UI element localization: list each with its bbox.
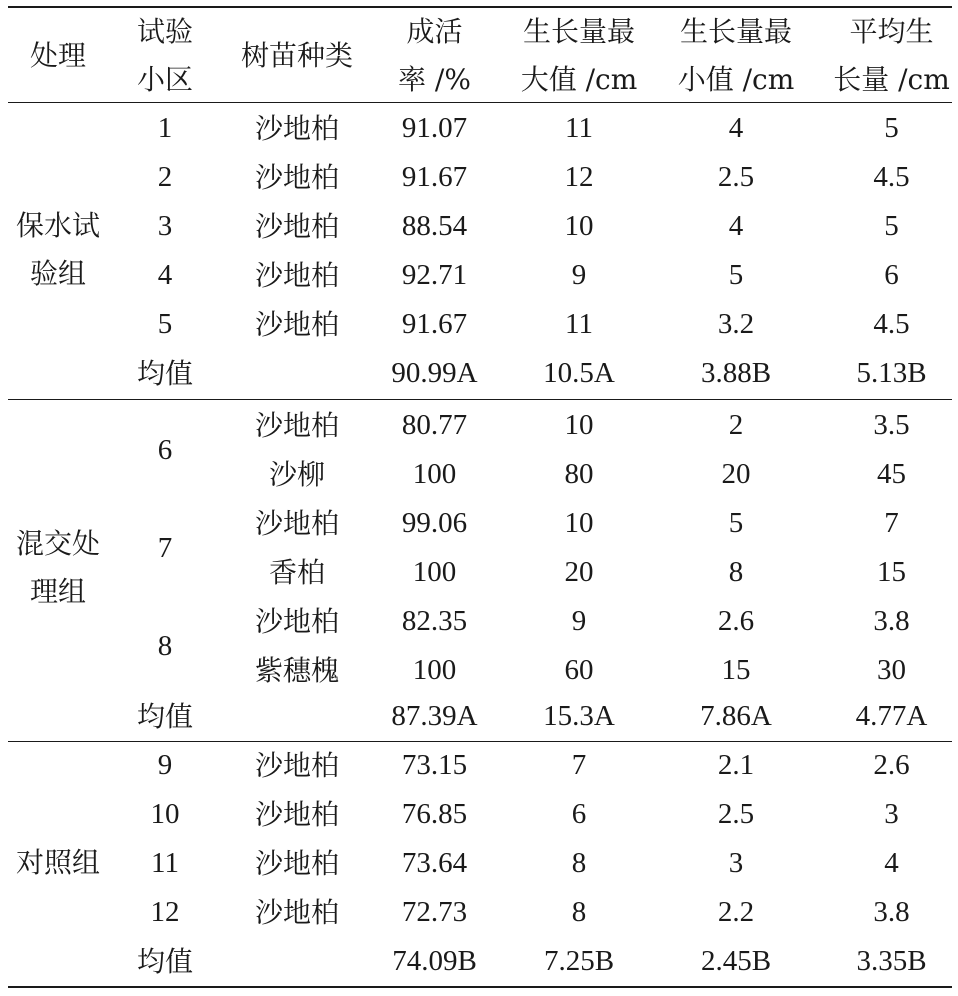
cell-species: 沙地柏: [254, 604, 339, 638]
cell-min: 2.45B: [700, 945, 772, 977]
cell-survival: 92.71: [401, 259, 468, 291]
cell-min: 15: [721, 654, 751, 686]
group-label-control: [8, 838, 108, 888]
cell-min: 3: [728, 847, 744, 879]
cell-avg: 4: [884, 847, 899, 879]
cell-min: 2: [728, 409, 744, 441]
cell-avg: 3: [884, 798, 899, 830]
cell-survival: 87.39A: [391, 700, 478, 732]
cell-species: 沙地柏: [254, 111, 339, 145]
cell-plot: 10: [150, 798, 180, 830]
cell-avg: 5: [884, 210, 899, 242]
cell-survival: 72.73: [401, 896, 468, 928]
cell-avg: 3.35B: [856, 945, 927, 977]
cell-min: 2.6: [717, 605, 755, 637]
cell-plot: 1: [157, 112, 173, 144]
cell-avg: 3.5: [873, 409, 910, 441]
cell-min: 3.2: [717, 308, 755, 340]
cell-min: 3.88B: [700, 357, 772, 389]
group-label-mixed-planting: [8, 518, 108, 618]
cell-min: 20: [721, 458, 751, 490]
cell-avg: 2.6: [873, 749, 910, 781]
cell-species: 沙地柏: [254, 895, 339, 929]
cell-survival: 91.07: [401, 112, 468, 144]
header-avg-line2: 长量 /cm: [833, 63, 950, 96]
group-label-line: 混交处: [15, 527, 100, 560]
header-min-line2: 小值 /cm: [677, 63, 795, 96]
cell-avg: 15: [877, 556, 906, 588]
header-species: 树苗种类: [240, 39, 353, 72]
cell-max: 8: [571, 847, 587, 879]
cell-plot: 8: [157, 629, 173, 662]
group-label-line: 保水试: [15, 209, 100, 242]
cell-max: 10: [564, 507, 594, 539]
cell-mean-label: 均值: [136, 699, 193, 733]
cell-max: 15.3A: [543, 700, 615, 732]
cell-avg: 5.13B: [856, 357, 927, 389]
cell-species: 沙地柏: [254, 408, 339, 442]
cell-plot: 2: [157, 161, 173, 193]
cell-survival: 73.15: [401, 749, 468, 781]
group-label-line: 理组: [29, 575, 86, 608]
header-max-line2: 大值 /cm: [520, 63, 638, 96]
cell-species: 沙地柏: [254, 258, 339, 292]
cell-max: 20: [564, 556, 594, 588]
header-survival: [372, 10, 497, 102]
cell-survival: 91.67: [401, 161, 468, 193]
cell-avg: 45: [877, 458, 906, 490]
cell-min: 4: [728, 210, 744, 242]
cell-survival: 100: [412, 458, 457, 490]
cell-survival: 74.09B: [392, 945, 477, 977]
group-label-line: 验组: [29, 257, 86, 290]
cell-plot: 11: [151, 847, 179, 879]
cell-avg: 7: [884, 507, 899, 539]
cell-min: 5: [728, 507, 744, 539]
cell-max: 80: [564, 458, 594, 490]
header-plot-line1: 试验: [136, 15, 193, 48]
cell-survival: 76.85: [401, 798, 468, 830]
cell-plot: 6: [157, 433, 173, 466]
cell-avg: 30: [877, 654, 906, 686]
cell-max: 7: [571, 749, 587, 781]
header-survival-line1: 成活: [406, 15, 463, 48]
cell-min: 8: [728, 556, 744, 588]
cell-max: 10: [564, 210, 594, 242]
header-plot: [115, 10, 215, 102]
cell-survival: 100: [412, 556, 457, 588]
cell-species: 沙柳: [268, 457, 325, 491]
cell-species: 沙地柏: [254, 307, 339, 341]
cell-max: 8: [571, 896, 587, 928]
cell-species: 沙地柏: [254, 846, 339, 880]
header-min-line1: 生长量最: [679, 15, 792, 48]
cell-min: 2.5: [717, 798, 755, 830]
cell-species: 沙地柏: [254, 160, 339, 194]
cell-survival: 99.06: [401, 507, 468, 539]
cell-avg: 4.5: [873, 308, 910, 340]
cell-plot: 7: [157, 531, 173, 564]
cell-survival: 90.99A: [391, 357, 478, 389]
bottom-rule: [8, 986, 952, 988]
cell-species: 香柏: [268, 555, 325, 589]
cell-avg: 3.8: [873, 896, 910, 928]
cell-plot: 12: [150, 896, 180, 928]
group-label-line: 对照组: [15, 846, 100, 879]
cell-avg: 6: [884, 259, 899, 291]
cell-survival: 91.67: [401, 308, 468, 340]
cell-plot: 3: [157, 210, 173, 242]
cell-max: 9: [571, 259, 587, 291]
header-min-growth: [662, 10, 810, 102]
cell-avg: 4.5: [873, 161, 910, 193]
cell-max: 11: [565, 308, 593, 340]
cell-survival: 100: [412, 654, 457, 686]
cell-species: 沙地柏: [254, 506, 339, 540]
header-max-growth: [505, 10, 653, 102]
cell-min: 5: [728, 259, 744, 291]
cell-max: 11: [565, 112, 593, 144]
cell-survival: 88.54: [401, 210, 468, 242]
cell-max: 7.25B: [543, 945, 615, 977]
group-label-water-retention: [8, 200, 108, 300]
cell-max: 9: [571, 605, 587, 637]
cell-max: 10.5A: [543, 357, 615, 389]
header-avg-growth: [825, 10, 958, 102]
cell-plot: 5: [157, 308, 173, 340]
cell-max: 6: [571, 798, 587, 830]
cell-max: 10: [564, 409, 594, 441]
header-plot-line2: 小区: [136, 63, 193, 96]
header-treatment: 处理: [29, 39, 86, 72]
cell-avg: 4.77A: [855, 700, 928, 732]
cell-mean-label: 均值: [136, 944, 193, 978]
cell-min: 2.2: [717, 896, 755, 928]
cell-mean-label: 均值: [136, 356, 193, 390]
cell-plot: 9: [157, 749, 173, 781]
cell-min: 7.86A: [700, 700, 772, 732]
cell-avg: 3.8: [873, 605, 910, 637]
cell-species: 沙地柏: [254, 748, 339, 782]
cell-max: 12: [564, 161, 594, 193]
header-avg-line1: 平均生: [849, 15, 934, 48]
cell-max: 60: [564, 654, 594, 686]
header-max-line1: 生长量最: [522, 15, 635, 48]
cell-min: 2.5: [717, 161, 755, 193]
header-survival-line2: 率 /%: [398, 63, 471, 96]
cell-species: 沙地柏: [254, 209, 339, 243]
group-divider: [8, 399, 952, 400]
cell-avg: 5: [884, 112, 899, 144]
cell-survival: 82.35: [401, 605, 468, 637]
cell-min: 4: [728, 112, 744, 144]
cell-survival: 80.77: [401, 409, 468, 441]
cell-plot: 4: [157, 259, 173, 291]
cell-species: 沙地柏: [254, 797, 339, 831]
cell-species: 紫穗槐: [254, 653, 339, 687]
cell-min: 2.1: [717, 749, 755, 781]
cell-survival: 73.64: [401, 847, 468, 879]
